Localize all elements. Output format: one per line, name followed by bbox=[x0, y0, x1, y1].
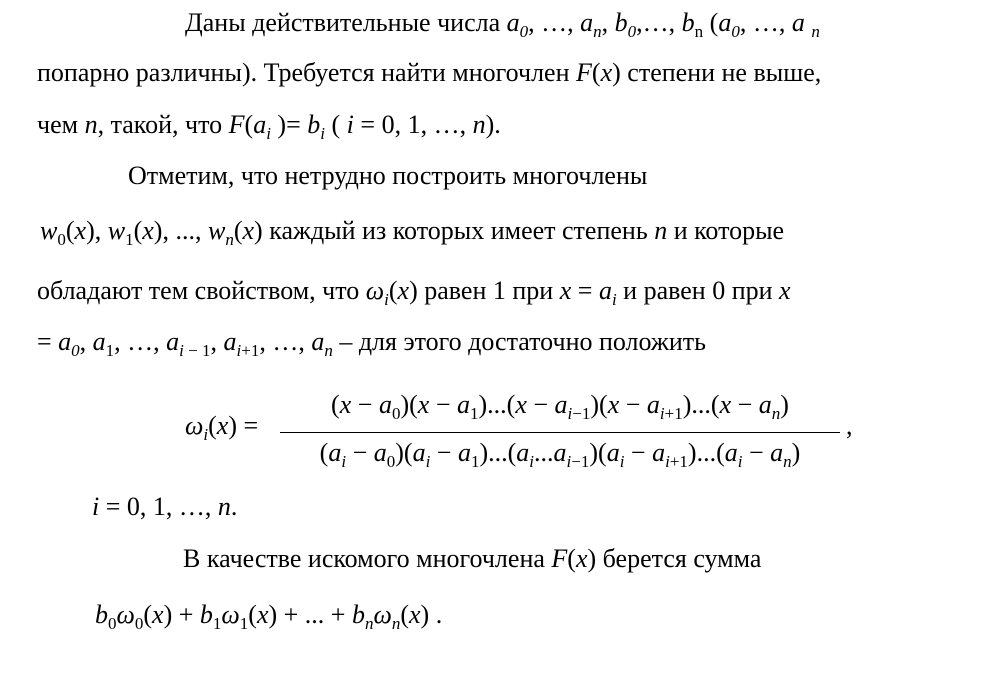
para1-line1: Даны действительные числа $a_0$, …, $a_n$, $b_0,\dots$, $b_n$ ($a_0$, …, a $_n$ bbox=[185, 8, 820, 41]
formula-lhs: $\omega_i(x)$ = bbox=[185, 411, 259, 444]
para3-line: В качестве искомого многочлена F(x) берется сумма bbox=[183, 544, 762, 573]
formula-trailing-comma: , bbox=[846, 411, 853, 440]
formula-denominator: $(a_i - a_0)(a_i - a_1)...(a_i...a_{i-1})(a_i - a_{i+1})...(a_i - a_n)$ bbox=[319, 438, 801, 471]
index-range: i = 0, 1, …, n. bbox=[92, 492, 238, 521]
fraction-bar bbox=[280, 432, 840, 433]
sum-formula: $b_0\omega_0(x) + b_1\omega_1(x)$ + ... + $b_n\omega_n(x)$ . bbox=[95, 600, 443, 633]
formula-numerator: $(x - a_0)(x - a_1)...(x - a_{i-1})(x - a_{i+1})...(x - a_n)$ bbox=[331, 390, 789, 423]
para2-line4: = $a_0$, $a_1$, …, $a_{i - 1}$, $a_{i+1}$, …, $a_n$ – для этого достаточно положить bbox=[37, 327, 706, 360]
para1-line2: попарно различны). Требуется найти многочлен F(x) степени не выше, bbox=[37, 58, 822, 87]
omega-list-formula: $w_0(x)$, $w_1(x)$, ..., $w_n(x)$ bbox=[40, 216, 263, 249]
para1-line3: чем n, такой, что $F(a_i$ )= $b_i$ ( i = 0, 1, …, n). bbox=[37, 110, 501, 143]
para2-line2: $w_0(x)$, $w_1(x)$, ..., $w_n(x)$ каждый из которых имеет степень n и которые bbox=[40, 216, 785, 249]
para2-line3: обладают тем свойством, что $\omega_i(x)$ равен 1 при $x = a_i$ и равен 0 при x bbox=[37, 276, 791, 309]
para2-line1: Отметим, что нетрудно построить многочлены bbox=[128, 161, 648, 190]
